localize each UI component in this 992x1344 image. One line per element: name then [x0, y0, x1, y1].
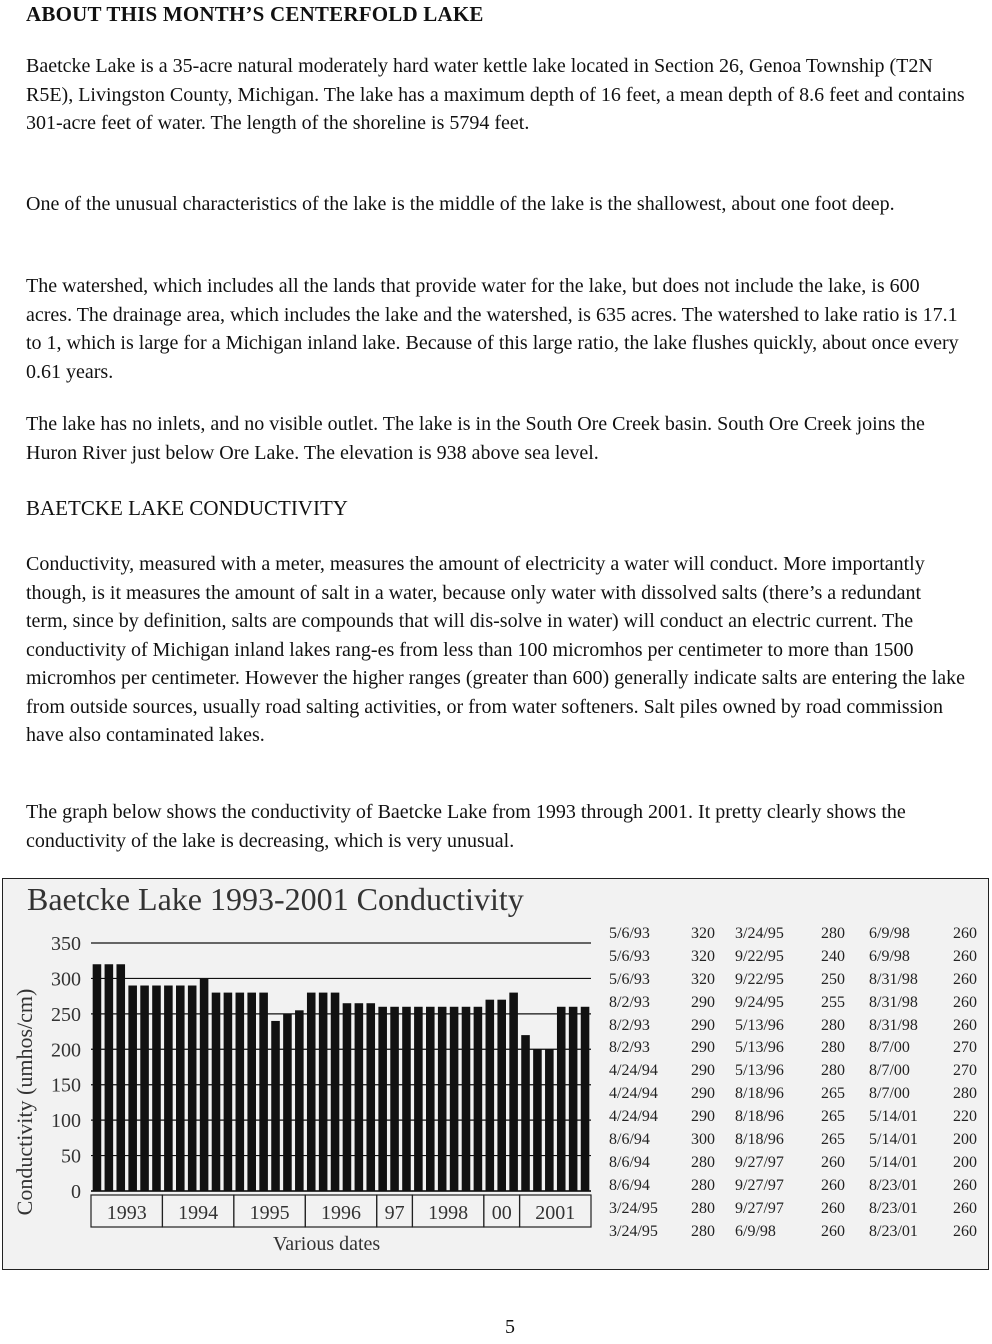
chart-title: Baetcke Lake 1993-2001 Conductivity	[27, 881, 524, 917]
table-value: 265	[821, 1131, 845, 1149]
table-date: 4/24/94	[609, 1062, 658, 1080]
table-value: 290	[691, 1085, 715, 1103]
table-value: 320	[691, 970, 715, 988]
y-tick-label: 100	[51, 1110, 81, 1133]
bar	[93, 964, 102, 1191]
table-date: 3/24/95	[609, 1222, 658, 1240]
bar	[212, 993, 221, 1191]
table-row	[605, 948, 985, 971]
bar	[557, 1007, 566, 1191]
bar	[521, 1035, 530, 1191]
bar	[259, 993, 268, 1191]
year-group-label: 1996	[321, 1202, 361, 1224]
data-table	[605, 925, 985, 1245]
table-date: 8/23/01	[869, 1222, 918, 1240]
bar	[105, 964, 114, 1191]
bar	[200, 978, 209, 1191]
bar	[247, 993, 256, 1191]
page-number: 5	[505, 1316, 515, 1338]
bar	[450, 1007, 459, 1191]
table-value: 290	[691, 993, 715, 1011]
table-value: 260	[953, 970, 977, 988]
bar	[497, 1000, 506, 1191]
table-date: 8/6/94	[609, 1131, 650, 1149]
table-date: 6/9/98	[735, 1222, 776, 1240]
year-group-label: 1995	[249, 1202, 290, 1224]
chart-plot-area	[3, 879, 603, 1271]
table-row	[605, 1017, 985, 1040]
year-group-label: 00	[491, 1202, 512, 1224]
table-value: 240	[821, 947, 845, 965]
paragraph-graph-intro: The graph below shows the conductivity of Baetcke Lake from 1993 through 2001. It pretty clearly shows the conductivity of the lake is decreasing, which is very unusual.	[26, 801, 906, 852]
bar	[355, 1003, 364, 1191]
table-value: 280	[691, 1153, 715, 1171]
table-date: 8/2/93	[609, 1039, 650, 1057]
table-date: 5/14/01	[869, 1108, 918, 1126]
table-date: 8/18/96	[735, 1085, 784, 1103]
table-date: 8/31/98	[869, 993, 918, 1011]
table-value: 280	[821, 1039, 845, 1057]
table-value: 280	[691, 1176, 715, 1194]
table-value: 280	[821, 1016, 845, 1034]
table-row	[605, 1062, 985, 1085]
table-row	[605, 971, 985, 994]
table-value: 260	[821, 1176, 845, 1194]
table-value: 260	[953, 1222, 977, 1240]
x-axis-label: Various dates	[273, 1233, 381, 1255]
table-value: 320	[691, 947, 715, 965]
y-tick-label: 200	[51, 1039, 81, 1062]
bar	[474, 1007, 483, 1191]
bar	[140, 986, 149, 1191]
table-value: 280	[691, 1222, 715, 1240]
bar	[343, 1003, 352, 1191]
bar	[236, 993, 245, 1191]
year-group-label: 1993	[106, 1202, 147, 1224]
table-date: 5/14/01	[869, 1131, 918, 1149]
table-value: 260	[953, 1176, 977, 1194]
table-date: 9/22/95	[735, 970, 784, 988]
table-date: 5/6/93	[609, 925, 650, 942]
table-date: 5/6/93	[609, 947, 650, 965]
table-row	[605, 1200, 985, 1223]
bar	[164, 986, 173, 1191]
table-date: 8/6/94	[609, 1153, 650, 1171]
bar	[438, 1007, 447, 1191]
table-date: 9/27/97	[735, 1176, 784, 1194]
bar	[224, 993, 233, 1191]
table-value: 290	[691, 1062, 715, 1080]
bar	[319, 993, 328, 1191]
table-row	[605, 1223, 985, 1246]
bar	[271, 1021, 280, 1191]
table-date: 3/24/95	[609, 1199, 658, 1217]
table-date: 8/18/96	[735, 1108, 784, 1126]
table-value: 265	[821, 1085, 845, 1103]
year-group-label: 97	[384, 1202, 405, 1224]
y-tick-label: 50	[61, 1145, 81, 1168]
bar	[414, 1007, 423, 1191]
table-date: 8/23/01	[869, 1199, 918, 1217]
bar	[378, 1007, 387, 1191]
bar	[295, 1010, 304, 1191]
table-value: 270	[953, 1039, 977, 1057]
y-axis-label: Conductivity (umhos/cm)	[12, 988, 37, 1216]
bar	[486, 1000, 495, 1191]
table-date: 5/13/96	[735, 1062, 784, 1080]
table-row	[605, 1177, 985, 1200]
table-date: 6/9/98	[869, 925, 910, 942]
table-row	[605, 1085, 985, 1108]
table-value: 320	[691, 925, 715, 942]
table-value: 260	[821, 1153, 845, 1171]
bar	[462, 1007, 471, 1191]
table-date: 8/2/93	[609, 1016, 650, 1034]
table-value: 255	[821, 993, 845, 1011]
table-value: 260	[953, 947, 977, 965]
bar	[152, 986, 161, 1191]
paragraph-lake-description: Baetcke Lake is a 35-acre natural moderately hard water kettle lake located in Section 26, Genoa Township (T2N R5E), Livingston County, Michigan. The lake has a maximum depth of 16 feet, a mean depth of 8.6 feet and contains 301-acre feet of water. The length of the shoreline is 5794 feet.	[26, 55, 965, 134]
paragraph-unusual-characteristics: One of the unusual characteristics of the lake is the middle of the lake is the shallowest, about one foot deep.	[26, 193, 895, 215]
bar	[283, 1014, 292, 1191]
conductivity-subheading: BAETCKE LAKE CONDUCTIVITY	[26, 496, 348, 520]
table-value: 260	[821, 1222, 845, 1240]
table-value: 260	[953, 925, 977, 942]
section-heading: ABOUT THIS MONTH’S CENTERFOLD LAKE	[26, 2, 484, 26]
y-tick-label: 350	[51, 933, 81, 955]
bar	[176, 986, 185, 1191]
table-value: 260	[821, 1199, 845, 1217]
table-date: 6/9/98	[869, 947, 910, 965]
table-date: 5/14/01	[869, 1153, 918, 1171]
table-value: 220	[953, 1108, 977, 1126]
year-group-label: 1998	[428, 1202, 469, 1224]
bar	[128, 986, 137, 1191]
paragraph-watershed: The watershed, which includes all the lands that provide water for the lake, but does not include the lake, is 600 acres. The drainage area, which includes the lake and the watershed, is 635 acres. The watershed to lake ratio is 17.1 to 1, which is large for a Michigan inland lake. Because of this large ratio, the lake flushes quickly, about once every 0.61 years.	[26, 275, 959, 383]
bar	[426, 1007, 435, 1191]
table-value: 260	[953, 1016, 977, 1034]
y-tick-label: 300	[51, 968, 81, 991]
conductivity-chart	[2, 878, 989, 1270]
table-value: 260	[953, 1199, 977, 1217]
table-date: 9/24/95	[735, 993, 784, 1011]
table-value: 265	[821, 1108, 845, 1126]
table-date: 3/24/95	[735, 925, 784, 942]
year-group-label: 1994	[178, 1202, 219, 1224]
bar	[390, 1007, 399, 1191]
table-date: 9/27/97	[735, 1153, 784, 1171]
bar	[402, 1007, 411, 1191]
table-date: 8/23/01	[869, 1176, 918, 1194]
table-row	[605, 1039, 985, 1062]
y-tick-label: 150	[51, 1074, 81, 1097]
table-date: 8/18/96	[735, 1131, 784, 1149]
table-date: 9/27/97	[735, 1199, 784, 1217]
table-date: 4/24/94	[609, 1108, 658, 1126]
table-date: 5/6/93	[609, 970, 650, 988]
table-value: 280	[821, 1062, 845, 1080]
paragraph-inlets-outlets: The lake has no inlets, and no visible outlet. The lake is in the South Ore Creek basin. South Ore Creek joins the Huron River just below Ore Lake. The elevation is 938 above sea level.	[26, 413, 925, 464]
table-value: 200	[953, 1131, 977, 1149]
table-date: 8/31/98	[869, 1016, 918, 1034]
bar	[331, 993, 340, 1191]
bar	[366, 1003, 375, 1191]
bar	[188, 986, 197, 1191]
table-value: 280	[691, 1199, 715, 1217]
bar	[307, 993, 316, 1191]
table-value: 290	[691, 1108, 715, 1126]
table-date: 8/2/93	[609, 993, 650, 1011]
table-value: 290	[691, 1016, 715, 1034]
table-value: 280	[953, 1085, 977, 1103]
table-date: 4/24/94	[609, 1085, 658, 1103]
table-value: 300	[691, 1131, 715, 1149]
table-date: 8/31/98	[869, 970, 918, 988]
paragraph-conductivity-explanation: Conductivity, measured with a meter, measures the amount of electricity a water will conduct. More importantly though, is it measures the amount of salt in a water, because only water with dissolved salts (there’s a redundant term, since by definition, salts are compounds that will dis-solve in water) will conduct an electric current. The conductivity of Michigan inland lakes rang-es from less than 100 micromhos per centimeter to more than 1500 micromhos per centimeter. However the higher ranges (greater than 600) generally indicate salts are entering the lake from outside sources, usually road salting activities, or from water softeners. Salt piles owned by road commission have also contaminated lakes.	[26, 553, 966, 746]
table-row	[605, 994, 985, 1017]
table-value: 250	[821, 970, 845, 988]
bar	[569, 1007, 578, 1191]
bar	[533, 1049, 542, 1191]
bar	[509, 993, 518, 1191]
table-row	[605, 1154, 985, 1177]
table-value: 290	[691, 1039, 715, 1057]
table-value: 200	[953, 1153, 977, 1171]
table-row	[605, 1108, 985, 1131]
table-date: 8/7/00	[869, 1085, 910, 1103]
y-tick-label: 0	[71, 1181, 81, 1203]
bar	[116, 964, 125, 1191]
y-tick-label: 250	[51, 1003, 81, 1026]
table-date: 9/22/95	[735, 947, 784, 965]
year-group-label: 2001	[535, 1202, 576, 1224]
table-date: 5/13/96	[735, 1016, 784, 1034]
table-date: 8/7/00	[869, 1039, 910, 1057]
table-date: 8/7/00	[869, 1062, 910, 1080]
table-row	[605, 925, 985, 948]
table-row	[605, 1131, 985, 1154]
table-date: 5/13/96	[735, 1039, 784, 1057]
table-value: 260	[953, 993, 977, 1011]
bar	[545, 1049, 554, 1191]
table-value: 270	[953, 1062, 977, 1080]
table-value: 280	[821, 925, 845, 942]
table-date: 8/6/94	[609, 1176, 650, 1194]
bar	[581, 1007, 590, 1191]
